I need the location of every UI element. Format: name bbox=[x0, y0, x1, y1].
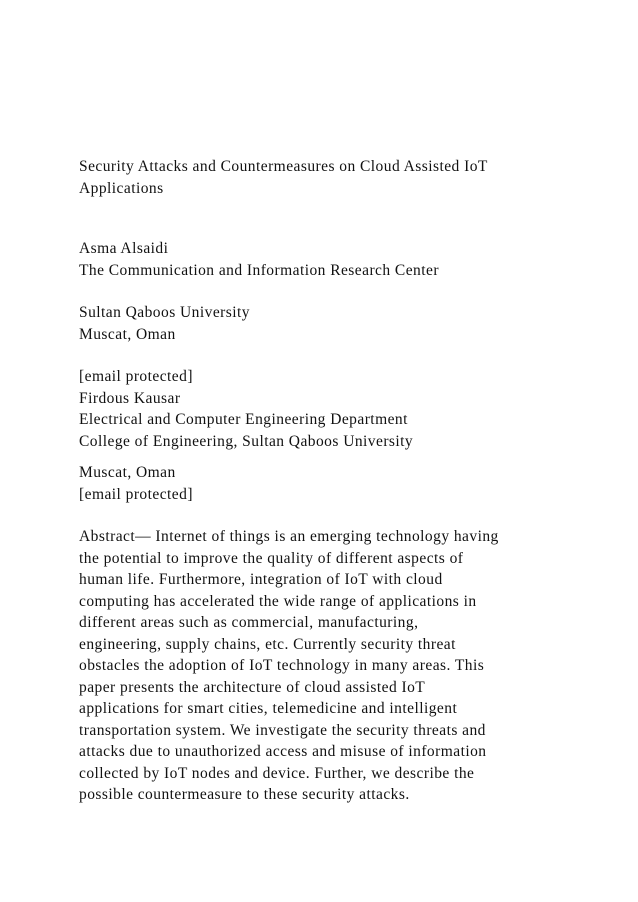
author-1-university-block bbox=[79, 302, 619, 345]
author-2-contact-block bbox=[79, 462, 619, 505]
abstract-line: applications for smart cities, telemedicine and intelligent bbox=[79, 700, 458, 717]
author-name: Firdous Kausar bbox=[79, 389, 181, 407]
author-location: Muscat, Oman bbox=[79, 464, 176, 481]
abstract-line: human life. Furthermore, integration of IoT with cloud bbox=[79, 571, 443, 588]
author-department: Electrical and Computer Engineering Department bbox=[79, 411, 408, 428]
abstract-line: different areas such as commercial, manufacturing, bbox=[79, 614, 419, 631]
abstract-line: Abstract— Internet of things is an emerging technology having bbox=[79, 528, 499, 545]
abstract bbox=[79, 526, 619, 806]
abstract-line: collected by IoT nodes and device. Further, we describe the bbox=[79, 764, 475, 782]
abstract-line: transportation system. We investigate the security threats and bbox=[79, 721, 486, 739]
author-affiliation: The Communication and Information Research Center bbox=[79, 261, 439, 279]
title-line: Applications bbox=[79, 179, 164, 197]
title-line: Security Attacks and Countermeasures on Cloud Assisted IoT bbox=[79, 158, 488, 175]
author-email: [email protected] bbox=[79, 485, 193, 503]
author-university: Sultan Qaboos University bbox=[79, 304, 250, 321]
author-block-1 bbox=[79, 238, 619, 281]
paper-title bbox=[79, 156, 619, 199]
abstract-line: possible countermeasure to these security attacks. bbox=[79, 786, 410, 803]
author-college: College of Engineering, Sultan Qaboos University bbox=[79, 432, 414, 450]
abstract-line: computing has accelerated the wide range of applications in bbox=[79, 592, 477, 610]
abstract-line: attacks due to unauthorized access and misuse of information bbox=[79, 743, 487, 760]
abstract-line: the potential to improve the quality of different aspects of bbox=[79, 549, 464, 567]
author-name: Asma Alsaidi bbox=[79, 240, 169, 257]
author-1-email-block bbox=[79, 366, 619, 452]
author-email: [email protected] bbox=[79, 368, 193, 385]
abstract-line: paper presents the architecture of cloud assisted IoT bbox=[79, 678, 426, 696]
author-location: Muscat, Oman bbox=[79, 325, 176, 343]
abstract-line: obstacles the adoption of IoT technology in many areas. This bbox=[79, 657, 485, 674]
abstract-line: engineering, supply chains, etc. Currently security threat bbox=[79, 635, 456, 653]
